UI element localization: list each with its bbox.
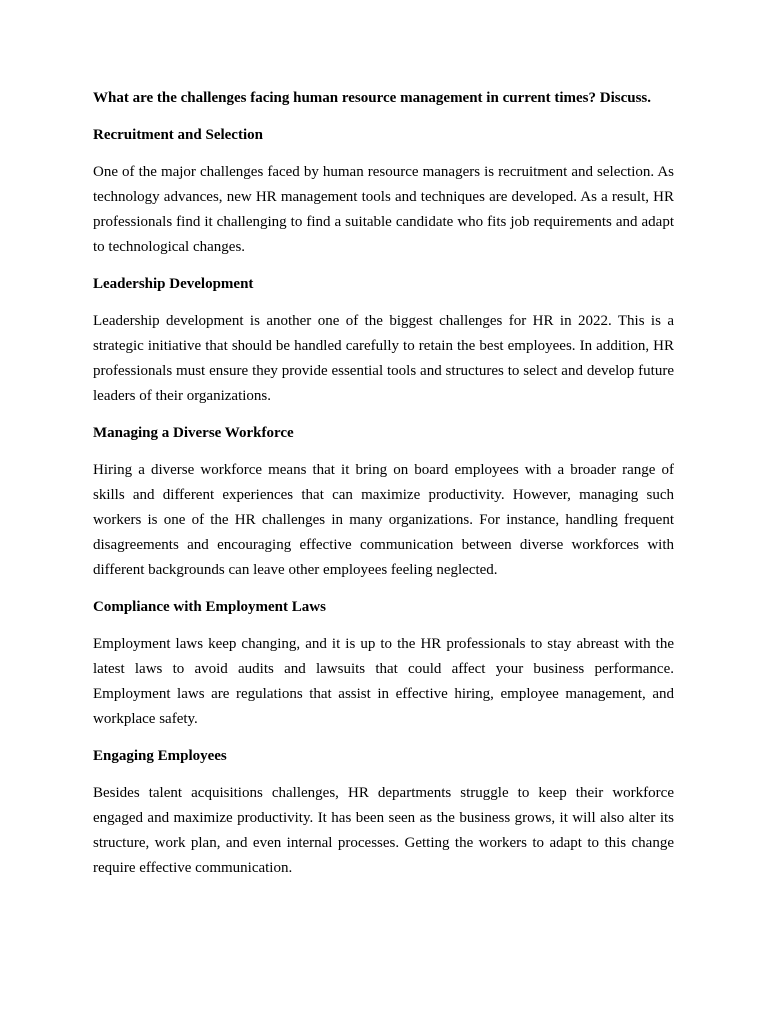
section-body: Besides talent acquisitions challenges, HR departments struggle to keep their workforce engaged and maximize productivity. It has been seen as the business grows, it will also alter its structure, work plan, and even internal processes. Getting the workers to adapt to this change require effective communication. [93, 785, 674, 876]
section-body: Hiring a diverse workforce means that it bring on board employees with a broader range of skills and different experiences that can maximize productivity. However, managing such workers is one of the HR challenges in many organizations. For instance, handling frequent disagreements and encouraging effective communication between diverse workforces with different backgrounds can leave other employees feeling neglected. [93, 462, 674, 578]
section-heading: Leadership Development [93, 276, 254, 292]
section-heading: Recruitment and Selection [93, 127, 263, 143]
document-question: What are the challenges facing human resource management in current times? Discuss. [93, 90, 652, 106]
section-engaging-employees [93, 744, 674, 881]
section-body: Leadership development is another one of the biggest challenges for HR in 2022. This is a strategic initiative that should be handled carefully to retain the best employees. In addition, HR professionals must ensure they provide essential tools and structures to select and develop future leaders of their organizations. [93, 313, 674, 404]
section-leadership [93, 272, 674, 409]
section-diverse-workforce [93, 421, 674, 583]
section-employment-laws [93, 595, 674, 732]
section-heading: Compliance with Employment Laws [93, 599, 326, 615]
section-heading: Managing a Diverse Workforce [93, 425, 294, 441]
section-body: One of the major challenges faced by human resource managers is recruitment and selection. As technology advances, new HR management tools and techniques are developed. As a result, HR professionals find it challenging to find a suitable candidate who fits job requirements and adapt to technological changes. [93, 164, 674, 255]
section-body: Employment laws keep changing, and it is up to the HR professionals to stay abreast with the latest laws to avoid audits and lawsuits that could affect your business performance. Employment laws are regulations that assist in effective hiring, employee management, and workplace safety. [93, 636, 674, 727]
section-recruitment [93, 123, 674, 260]
section-heading: Engaging Employees [93, 748, 227, 764]
